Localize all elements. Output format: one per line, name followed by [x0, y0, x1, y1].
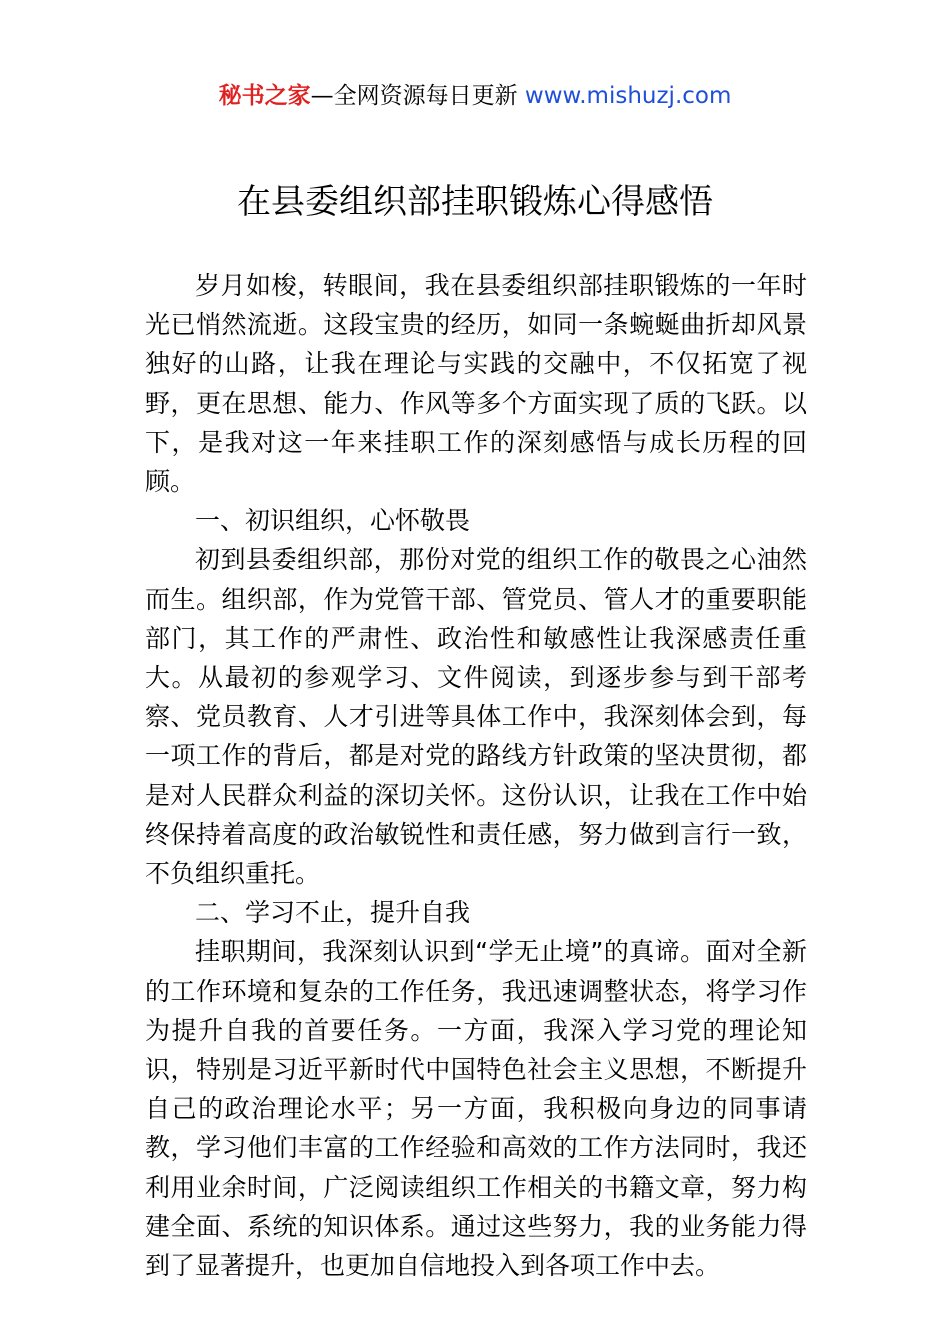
site-brand: 秘书之家 [218, 83, 311, 109]
section-heading-1: 一、初识组织，心怀敬畏 [195, 506, 471, 536]
section-heading-2: 二、学习不止，提升自我 [195, 898, 471, 928]
site-slogan: —全网资源每日更新 [310, 83, 525, 109]
site-header [0, 80, 950, 112]
document-body [145, 266, 807, 1285]
paragraph-section-2: 挂职期间，我深刻认识到“学无止境”的真谛。面对全新的工作环境和复杂的工作任务，我迅速调整状态，将学习作为提升自我的首要任务。一方面，我深入学习党的理论知识，特别是习近平新时代中国特色社会主义思想，不断提升自己的政治理论水平；另一方面，我积极向身边的同事请教，学习他们丰富的工作经验和高效的工作方法同时，我还利用业余时间，广泛阅读组织工作相关的书籍文章，努力构建全面、系统的知识体系。通过这些努力，我的业务能力得到了显著提升，也更加自信地投入到各项工作中去。 [145, 937, 807, 1281]
paragraph-intro: 岁月如梭，转眼间，我在县委组织部挂职锻炼的一年时光已悄然流逝。这段宝贵的经历，如同一条蜿蜒曲折却风景独好的山路，让我在理论与实践的交融中，不仅拓宽了视野，更在思想、能力、作风等多个方面实现了质的飞跃。以下，是我对这一年来挂职工作的深刻感悟与成长历程的回顾。 [145, 271, 807, 497]
document-title: 在县委组织部挂职锻炼心得感悟 [237, 182, 713, 222]
paragraph-section-1: 初到县委组织部，那份对党的组织工作的敬畏之心油然而生。组织部，作为党管干部、管党员、管人才的重要职能部门，其工作的严肃性、政治性和敏感性让我深感责任重大。从最初的参观学习、文件阅读，到逐步参与到干部考察、党员教育、人才引进等具体工作中，我深刻体会到，每一项工作的背后，都是对党的路线方针政策的坚决贯彻，都是对人民群众利益的深切关怀。这份认识，让我在工作中始终保持着高度的政治敏锐性和责任感，努力做到言行一致，不负组织重托。 [145, 545, 807, 889]
site-url-link[interactable]: www.mishuzj.com [524, 83, 732, 109]
